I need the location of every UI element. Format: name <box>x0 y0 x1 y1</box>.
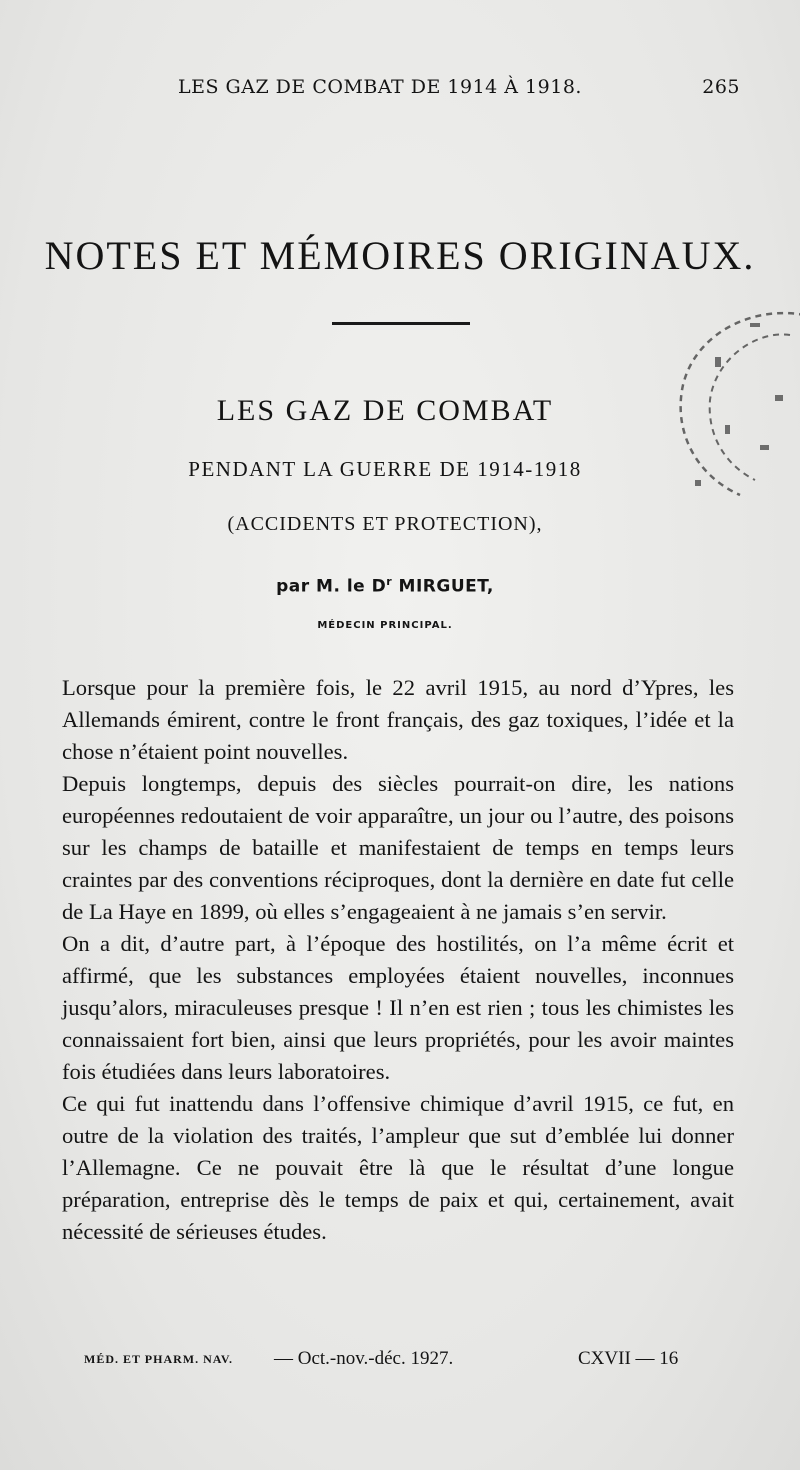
article-subtitle: PENDANT LA GUERRE DE 1914-1918 <box>188 457 582 481</box>
paragraph-3: On a dit, d’autre part, à l’époque des hostilités, on l’a même écrit et affirmé, que les substances employées étaient nouvelles, inconnues jusqu’alors, miraculeuses presque ! Il n’en est rien ; tous les chimistes les connaissaient fort bien, ainsi que leurs propriétés, pour les avoir maintes fois étudiées dans leurs laboratoires. <box>62 931 734 1084</box>
signature-mark: CXVII — 16 <box>578 1348 679 1369</box>
running-head-title: LES GAZ DE COMBAT DE 1914 À 1918. <box>178 76 582 98</box>
page-number: 265 <box>702 76 740 98</box>
article-title: LES GAZ DE COMBAT <box>216 394 554 427</box>
paragraph-4: Ce qui fut inattendu dans l’offensive chimique d’avril 1915, ce fut, en outre de la violation des traités, l’ampleur que sut d’emblée lui donner l’Allemagne. Ce ne pouvait être là que le résultat d’une longue préparation, entreprise dès le temps de paix et qui, certainement, avait nécessité de sérieuses études. <box>62 1091 734 1244</box>
footer-date: Oct.-nov.-déc. 1927. <box>297 1348 454 1369</box>
page-footer <box>84 1348 684 1372</box>
running-head <box>60 76 740 106</box>
byline-name: MIRGUET, <box>392 576 494 597</box>
byline-prefix: par M. le D <box>276 576 387 597</box>
footer-dash: — <box>274 1348 293 1369</box>
article-note: (ACCIDENTS ET PROTECTION), <box>227 513 543 535</box>
byline-sup: r <box>386 575 393 588</box>
journal-name: MÉD. ET PHARM. NAV. <box>84 1352 234 1366</box>
paragraph-2: Depuis longtemps, depuis des siècles pourrait-on dire, les nations européennes redoutaient de voir apparaître, un jour ou l’autre, des poisons sur les champs de bataille et manifestaient de temps en temps leurs craintes par des conventions réciproques, dont la dernière en date fut celle de La Haye en 1899, où elles s’engageaient à ne jamais s’en servir. <box>62 771 734 924</box>
body-text <box>62 672 734 1248</box>
paragraph-1: Lorsque pour la première fois, le 22 avril 1915, au nord d’Ypres, les Allemands émirent, contre le front français, des gaz toxiques, l’idée et la chose n’étaient point nouvelles. <box>62 675 734 764</box>
title-divider <box>332 322 470 325</box>
byline <box>0 575 770 597</box>
publication-date <box>274 1348 453 1370</box>
section-title: NOTES ET MÉMOIRES ORIGINAUX. <box>44 233 756 278</box>
author-role: MÉDECIN PRINCIPAL. <box>317 620 453 631</box>
